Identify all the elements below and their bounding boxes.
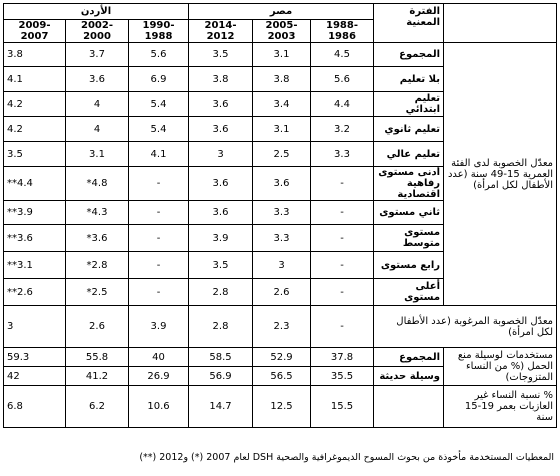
cell-value: 58.5 <box>189 348 253 367</box>
year-header: 2005-2003 <box>253 20 311 43</box>
header-empty-cell <box>444 4 557 43</box>
cell-value: 52.9 <box>253 348 311 367</box>
cell-value: 15.5 <box>311 386 374 428</box>
row-indicator: وسيلة حديثة <box>374 367 444 386</box>
cell-value: 6.2 <box>66 386 129 428</box>
footnote: المعطيات المستخدمة مأخوذة من بحوث المسوح الديموغرافية والصحية DSH لعام 2007 (*) و2012 (**) <box>139 452 554 463</box>
cell-value: 56.9 <box>189 367 253 386</box>
cell-value: 10.6 <box>129 386 189 428</box>
cell-value: 3.3 <box>311 142 374 167</box>
header-jordan: الأردن <box>4 4 189 20</box>
cell-value: 4.1 <box>129 142 189 167</box>
cell-value: 2.8 <box>189 279 253 306</box>
row-indicator: ثاني مستوى <box>374 201 444 225</box>
cell-value: - <box>129 252 189 279</box>
cell-value: 5.4 <box>129 92 189 117</box>
cell-value: 3.6 <box>189 92 253 117</box>
desired-fertility-label: معدّل الخصوبة المرغوبة (عدد الأطفال لكل امرأة) <box>374 306 557 348</box>
cell-value: - <box>129 225 189 252</box>
cell-value: 3.6 <box>66 67 129 92</box>
year-header: 2009-2007 <box>4 20 66 43</box>
cell-value: - <box>311 225 374 252</box>
header-egypt: مصر <box>189 4 374 20</box>
cell-value: 5.6 <box>311 67 374 92</box>
cell-value: 3 <box>4 306 66 348</box>
cell-value: 3.1 <box>66 142 129 167</box>
data-table <box>3 3 557 428</box>
cell-value: - <box>129 167 189 201</box>
cell-value: 4.2 <box>4 117 66 142</box>
cell-value: 14.7 <box>189 386 253 428</box>
unmarried-group-label: % نسبة النساء غير العازبات بعمر 19-15 سنة <box>444 386 557 428</box>
cell-value: 4.4 <box>311 92 374 117</box>
cell-value: 4.5 <box>311 43 374 67</box>
cell-value: 2.6 <box>253 279 311 306</box>
cell-value: 3.8 <box>189 67 253 92</box>
cell-value: 3.5 <box>189 252 253 279</box>
cell-value: 3.6 <box>189 201 253 225</box>
row-indicator: تعليم ثانوي <box>374 117 444 142</box>
cell-value: 55.8 <box>66 348 129 367</box>
table-row <box>4 43 557 67</box>
cell-value: - <box>311 252 374 279</box>
cell-value: 3.1 <box>253 117 311 142</box>
cell-value: *4.8 <box>66 167 129 201</box>
row-indicator: أدنى مستوى رفاهية اقتصادية <box>374 167 444 201</box>
year-header: 1988-1986 <box>311 20 374 43</box>
cell-value: 2.8 <box>189 306 253 348</box>
cell-value: 5.6 <box>129 43 189 67</box>
row-indicator: تعليم عالي <box>374 142 444 167</box>
row-indicator: أعلى مستوى <box>374 279 444 306</box>
row-indicator: المجموع <box>374 43 444 67</box>
empty-indicator-cell <box>374 386 444 428</box>
cell-value: 3.8 <box>253 67 311 92</box>
cell-value: 2.6 <box>66 306 129 348</box>
table-row <box>4 386 557 428</box>
cell-value: 3.4 <box>253 92 311 117</box>
cell-value: - <box>311 279 374 306</box>
cell-value: 59.3 <box>4 348 66 367</box>
cell-value: 41.2 <box>66 367 129 386</box>
cell-value: 42 <box>4 367 66 386</box>
cell-value: **3.1 <box>4 252 66 279</box>
cell-value: 40 <box>129 348 189 367</box>
cell-value: 3.5 <box>4 142 66 167</box>
cell-value: 56.5 <box>253 367 311 386</box>
cell-value: **2.6 <box>4 279 66 306</box>
cell-value: 4 <box>66 117 129 142</box>
cell-value: 6.9 <box>129 67 189 92</box>
cell-value: 3.9 <box>129 306 189 348</box>
cell-value: **3.6 <box>4 225 66 252</box>
cell-value: 3.6 <box>189 167 253 201</box>
cell-value: 6.8 <box>4 386 66 428</box>
row-indicator: بلا تعليم <box>374 67 444 92</box>
cell-value: *3.6 <box>66 225 129 252</box>
row-indicator: مستوى متوسط <box>374 225 444 252</box>
cell-value: 37.8 <box>311 348 374 367</box>
cell-value: - <box>129 201 189 225</box>
cell-value: 3.3 <box>253 225 311 252</box>
cell-value: 3.3 <box>253 201 311 225</box>
cell-value: 4.2 <box>4 92 66 117</box>
cell-value: **3.9 <box>4 201 66 225</box>
cell-value: 35.5 <box>311 367 374 386</box>
cell-value: 3 <box>189 142 253 167</box>
country-header-row <box>4 4 557 20</box>
cell-value: 5.4 <box>129 117 189 142</box>
cell-value: 3.7 <box>66 43 129 67</box>
cell-value: 2.3 <box>253 306 311 348</box>
cell-value: 3.6 <box>253 167 311 201</box>
cell-value: 3 <box>253 252 311 279</box>
row-indicator: رابع مستوى <box>374 252 444 279</box>
cell-value: - <box>311 201 374 225</box>
cell-value: 2.5 <box>253 142 311 167</box>
cell-value: 3.2 <box>311 117 374 142</box>
fertility-group-label: معدّل الخصوبة لدى الفئة العمرية 15-49 سنة (عدد الأطفال لكل امرأة) <box>444 43 557 306</box>
cell-value: - <box>129 279 189 306</box>
cell-value: 12.5 <box>253 386 311 428</box>
cell-value: 3.6 <box>189 117 253 142</box>
table-row <box>4 306 557 348</box>
cell-value: 3.1 <box>253 43 311 67</box>
year-header: 1990-1988 <box>129 20 189 43</box>
year-header: 2014-2012 <box>189 20 253 43</box>
cell-value: *2.5 <box>66 279 129 306</box>
cell-value: 3.5 <box>189 43 253 67</box>
cell-value: 3.8 <box>4 43 66 67</box>
cell-value: *2.8 <box>66 252 129 279</box>
cell-value: 4 <box>66 92 129 117</box>
cell-value: **4.4 <box>4 167 66 201</box>
cell-value: 3.9 <box>189 225 253 252</box>
row-indicator: تعليم ابتدائي <box>374 92 444 117</box>
cell-value: 26.9 <box>129 367 189 386</box>
cell-value: - <box>311 167 374 201</box>
row-indicator: المجموع <box>374 348 444 367</box>
header-period: الفترة المعنية <box>374 4 444 43</box>
cell-value: - <box>311 306 374 348</box>
cell-value: *4.3 <box>66 201 129 225</box>
contraception-group-label: مستخدمات لوسيلة منع الحمل (% من النساء المتزوجات) <box>444 348 557 386</box>
year-header: 2002-2000 <box>66 20 129 43</box>
table-row <box>4 348 557 367</box>
cell-value: 4.1 <box>4 67 66 92</box>
